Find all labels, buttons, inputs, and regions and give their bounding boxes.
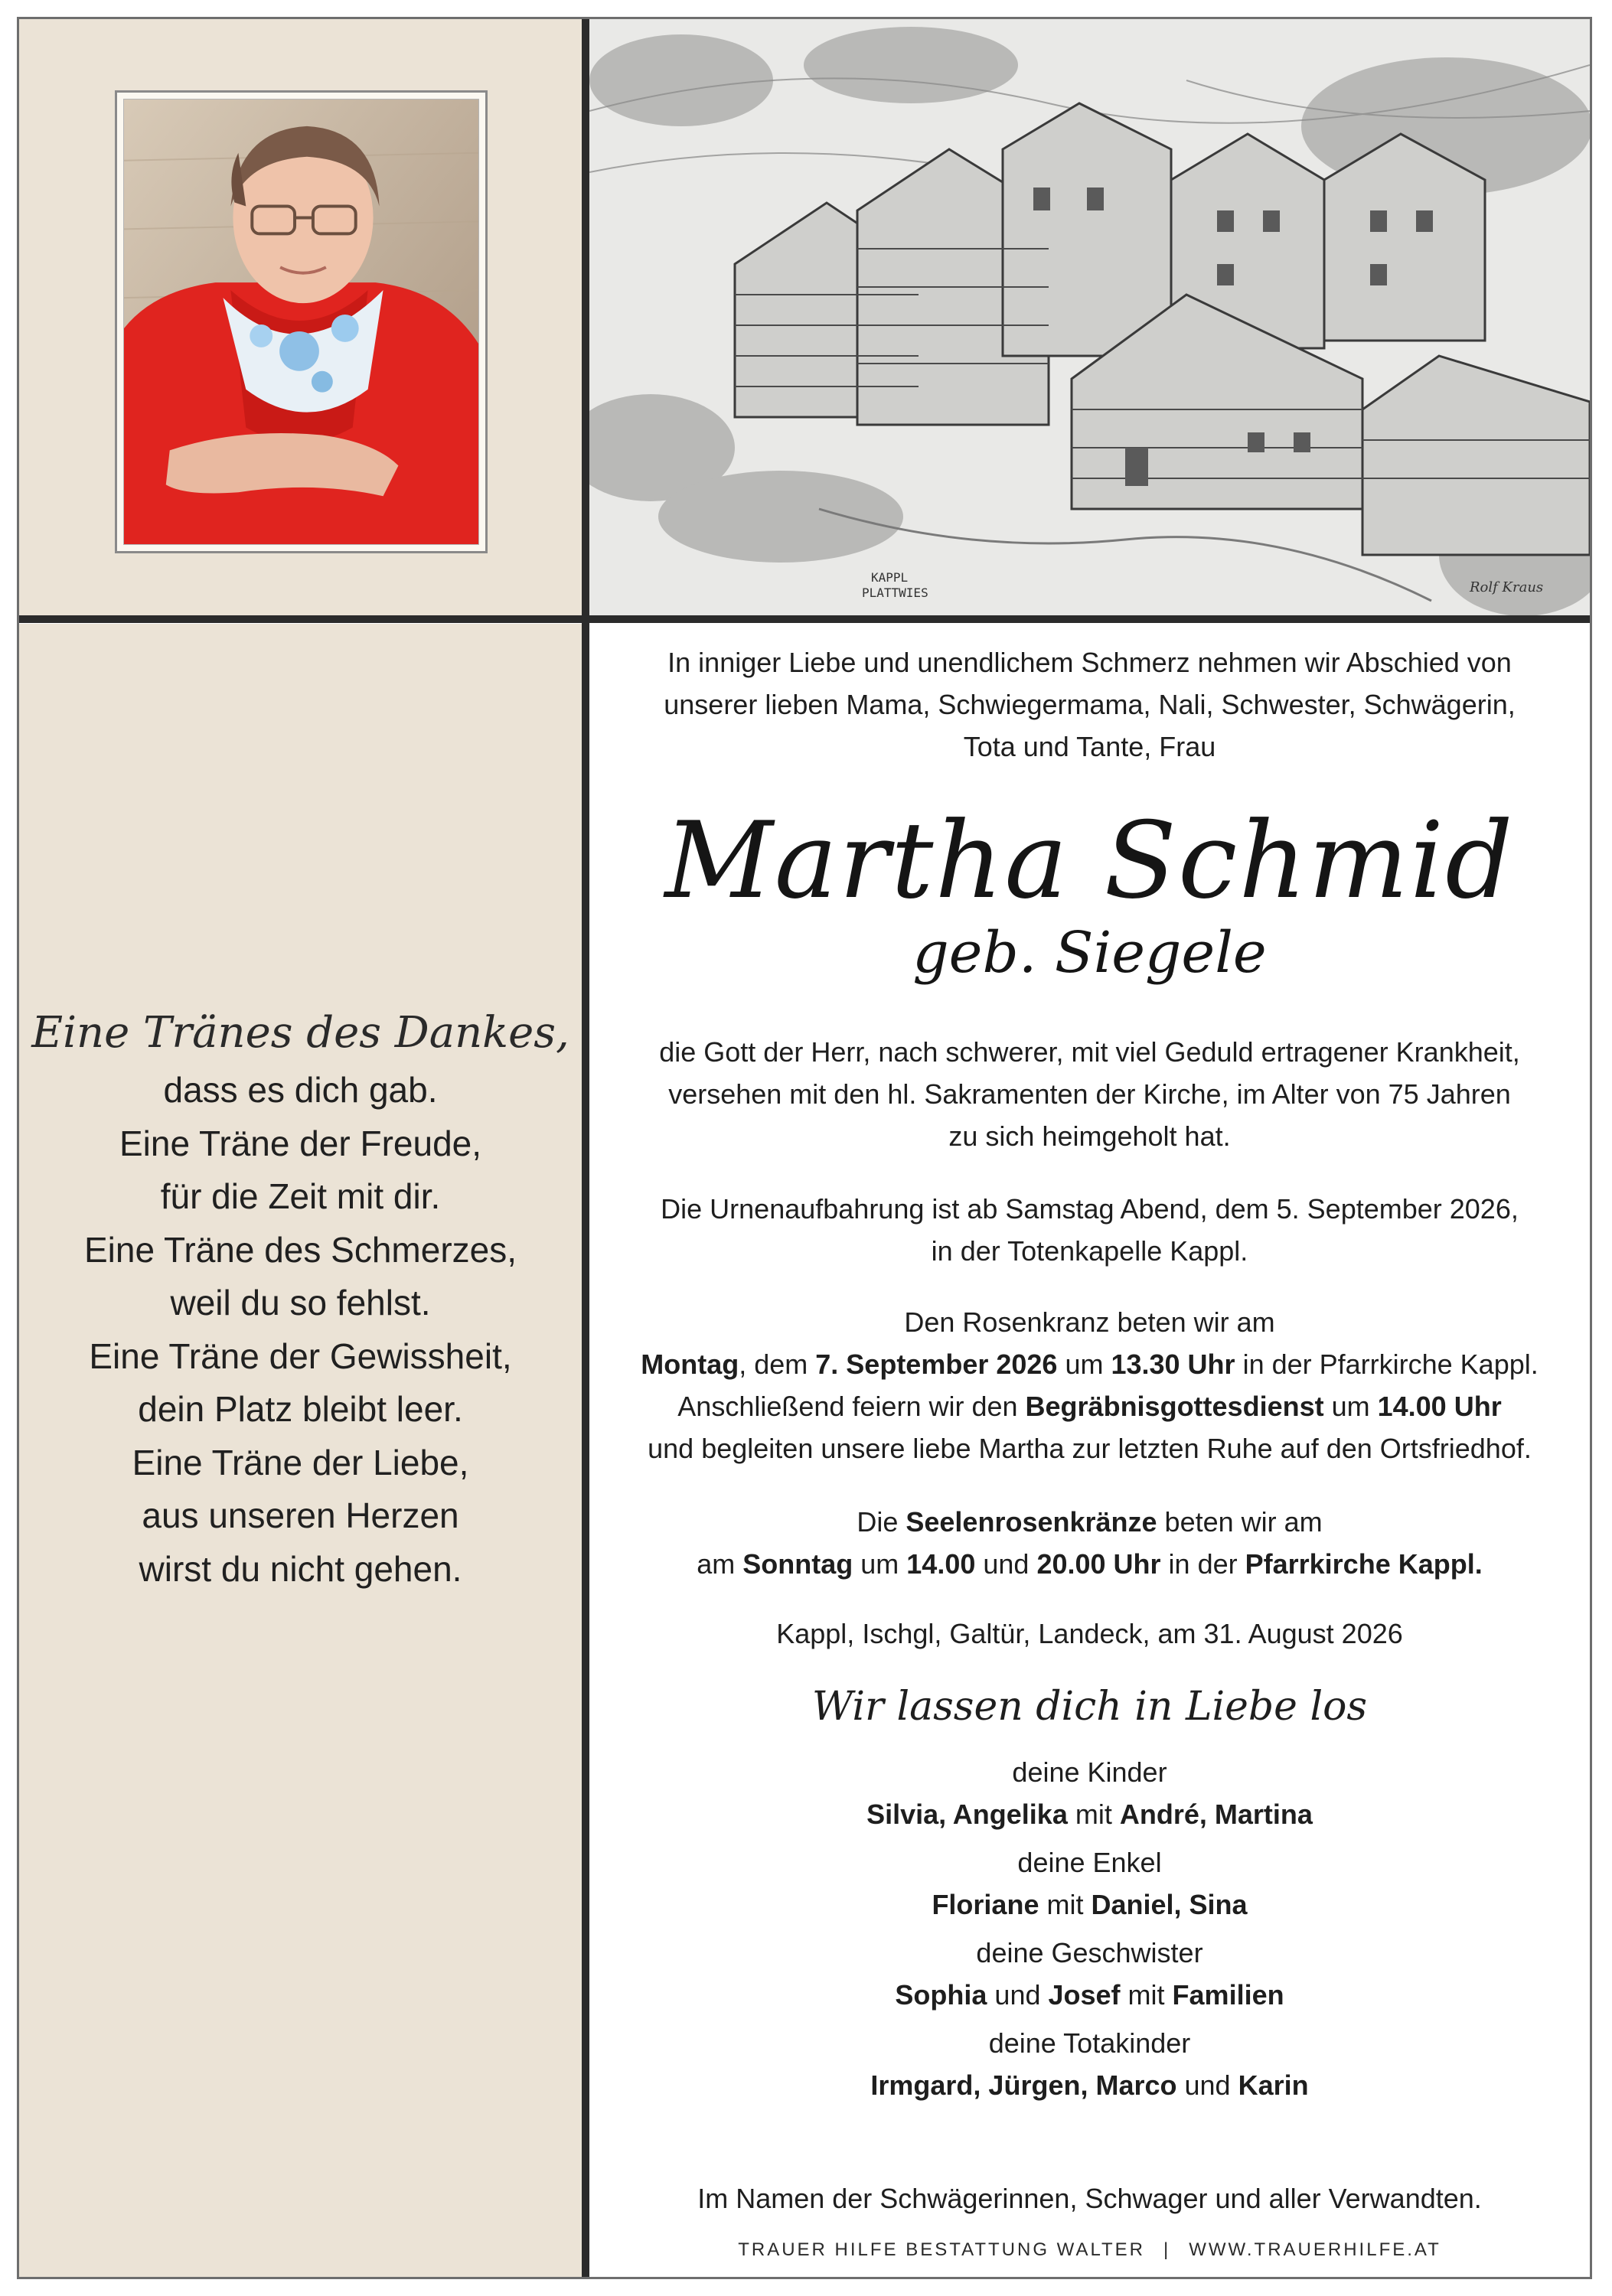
text-fragment: und [987, 1979, 1049, 2011]
footer-separator: | [1163, 2239, 1171, 2260]
rosary-date: 7. September 2026 [815, 1349, 1058, 1380]
deceased-full-name: Martha Schmid [664, 799, 1515, 922]
mourner-group-names [589, 1883, 1590, 1926]
evening-rosaries-day: Sonntag [742, 1548, 853, 1580]
text-fragment: mit [1039, 1889, 1092, 1920]
mourner-name: Josef [1048, 1979, 1121, 2011]
poem-line: Eine Träne der Gewissheit, [89, 1336, 512, 1376]
text-fragment: am [697, 1548, 743, 1580]
closing-line [589, 1680, 1590, 1733]
sketch-place-label-2: PLATTWIES [862, 585, 928, 600]
mourner-group-label: deine Kinder [1012, 1756, 1167, 1788]
rosary-schedule-line [589, 1343, 1590, 1385]
death-notice-line: zu sich heimgeholt hat. [948, 1120, 1231, 1152]
poem-line: für die Zeit mit dir. [160, 1176, 441, 1216]
text-fragment: in der Pfarrkirche Kappl. [1235, 1349, 1539, 1380]
mourner-name: Sophia [895, 1979, 987, 2011]
evening-rosaries-title: Seelenrosenkränze [906, 1506, 1157, 1538]
intro-text [589, 641, 1590, 768]
mourner-group-label: deine Totakinder [988, 2027, 1191, 2059]
portrait-photo [123, 99, 479, 545]
rosary-line: Den Rosenkranz beten wir am [904, 1306, 1275, 1338]
mourner-name: Daniel, Sina [1091, 1889, 1248, 1920]
mourner-name: Familien [1172, 1979, 1284, 2011]
mourner-group-label: deine Enkel [1017, 1847, 1162, 1878]
maiden-name: geb. Siegele [912, 920, 1267, 986]
mourner-group-names [589, 2064, 1590, 2106]
intro-line: unserer lieben Mama, Schwiegermama, Nali, Schwester, Schwägerin, [664, 689, 1516, 720]
place-date-line: Kappl, Ischgl, Galtür, Landeck, am 31. August 2026 [776, 1618, 1403, 1649]
poem-line: Eine Träne der Freude, [119, 1123, 482, 1163]
poem-line: weil du so fehlst. [170, 1283, 431, 1322]
mourner-group-label: deine Geschwister [976, 1937, 1203, 1968]
footer [589, 2239, 1590, 2262]
viewing-info [589, 1188, 1590, 1272]
relatives-note-line: Im Namen der Schwägerinnen, Schwager und aller Verwandten. [697, 2183, 1482, 2214]
village-sketch [589, 19, 1590, 615]
evening-rosaries [589, 1501, 1590, 1585]
poem-line: Eine Träne des Schmerzes, [83, 1229, 517, 1270]
sketch-place-label-1: KAPPL [871, 570, 909, 585]
evening-rosaries-line [589, 1501, 1590, 1543]
portrait-frame [115, 90, 488, 553]
text-fragment: mit [1067, 1799, 1120, 1830]
text-fragment: um [1323, 1391, 1378, 1422]
text-fragment: in der [1160, 1548, 1245, 1580]
poem [19, 1003, 582, 1596]
evening-rosaries-time2: 20.00 Uhr [1036, 1548, 1161, 1580]
poem-line: aus unseren Herzen [142, 1495, 459, 1535]
service-time: 14.00 Uhr [1377, 1391, 1502, 1422]
poem-first-line: Eine Tränes des Dankes, [31, 1008, 569, 1058]
evening-rosaries-time-line [589, 1543, 1590, 1585]
closing-phrase: Wir lassen dich in Liebe los [811, 1684, 1368, 1730]
text-fragment: Die [857, 1506, 906, 1538]
mourners-list [589, 1751, 1590, 2106]
mourner-group-names [589, 1974, 1590, 2016]
intro-line: In inniger Liebe und unendlichem Schmerz nehmen wir Abschied von [667, 647, 1512, 678]
death-notice-line: die Gott der Herr, nach schwerer, mit viel Geduld ertragener Krankheit, [659, 1036, 1520, 1068]
deceased-name [589, 799, 1590, 922]
text-fragment: beten wir am [1157, 1506, 1323, 1538]
text-fragment: , dem [739, 1349, 816, 1380]
viewing-line: in der Totenkapelle Kappl. [931, 1235, 1248, 1267]
burial-line: und begleiten unsere liebe Martha zur letzten Ruhe auf den Ortsfriedhof. [648, 1433, 1532, 1464]
text-fragment: Anschließend feiern wir den [677, 1391, 1026, 1422]
maiden-name-block [589, 920, 1590, 986]
poem-line: dein Platz bleibt leer. [138, 1389, 463, 1429]
rosary-day: Montag [641, 1349, 739, 1380]
text-fragment: und [975, 1548, 1037, 1580]
mourner-name: Karin [1238, 2069, 1309, 2101]
poem-line: Eine Träne der Liebe, [132, 1442, 469, 1482]
rosary-time: 13.30 Uhr [1111, 1349, 1235, 1380]
text-fragment: und [1176, 2069, 1238, 2101]
mourner-name: Floriane [932, 1889, 1039, 1920]
service-line [589, 1385, 1590, 1427]
mourner-name: Irmgard, Jürgen, Marco [870, 2069, 1177, 2101]
viewing-line: Die Urnenaufbahrung ist ab Samstag Abend, dem 5. September 2026, [661, 1193, 1519, 1225]
mourner-name: André, Martina [1119, 1799, 1313, 1830]
rosary-info [589, 1301, 1590, 1469]
mourner-group-names [589, 1793, 1590, 1835]
evening-rosaries-place: Pfarrkirche Kappl. [1245, 1548, 1483, 1580]
funeral-company: TRAUER HILFE BESTATTUNG WALTER [738, 2239, 1146, 2260]
vertical-divider [582, 19, 589, 2277]
horizontal-divider [19, 615, 1590, 623]
evening-rosaries-time1: 14.00 [906, 1548, 976, 1580]
place-date [589, 1613, 1590, 1655]
footer-line [589, 2239, 1590, 2262]
death-notice-line: versehen mit den hl. Sakramenten der Kirche, im Alter von 75 Jahren [668, 1078, 1511, 1110]
text-fragment: um [853, 1548, 907, 1580]
intro-line: Tota und Tante, Frau [963, 731, 1216, 762]
artist-signature: Rolf Kraus [1470, 579, 1544, 595]
relatives-note [589, 2177, 1590, 2219]
text-fragment: um [1057, 1349, 1111, 1380]
poem-line: dass es dich gab. [163, 1070, 438, 1110]
death-notice [589, 1031, 1590, 1157]
text-fragment: mit [1120, 1979, 1173, 2011]
footer-website-link[interactable]: WWW.TRAUERHILFE.AT [1189, 2239, 1441, 2260]
funeral-service: Begräbnisgottesdienst [1025, 1391, 1324, 1422]
poem-line: wirst du nicht gehen. [139, 1548, 462, 1589]
mourner-name: Silvia, Angelika [866, 1799, 1068, 1830]
